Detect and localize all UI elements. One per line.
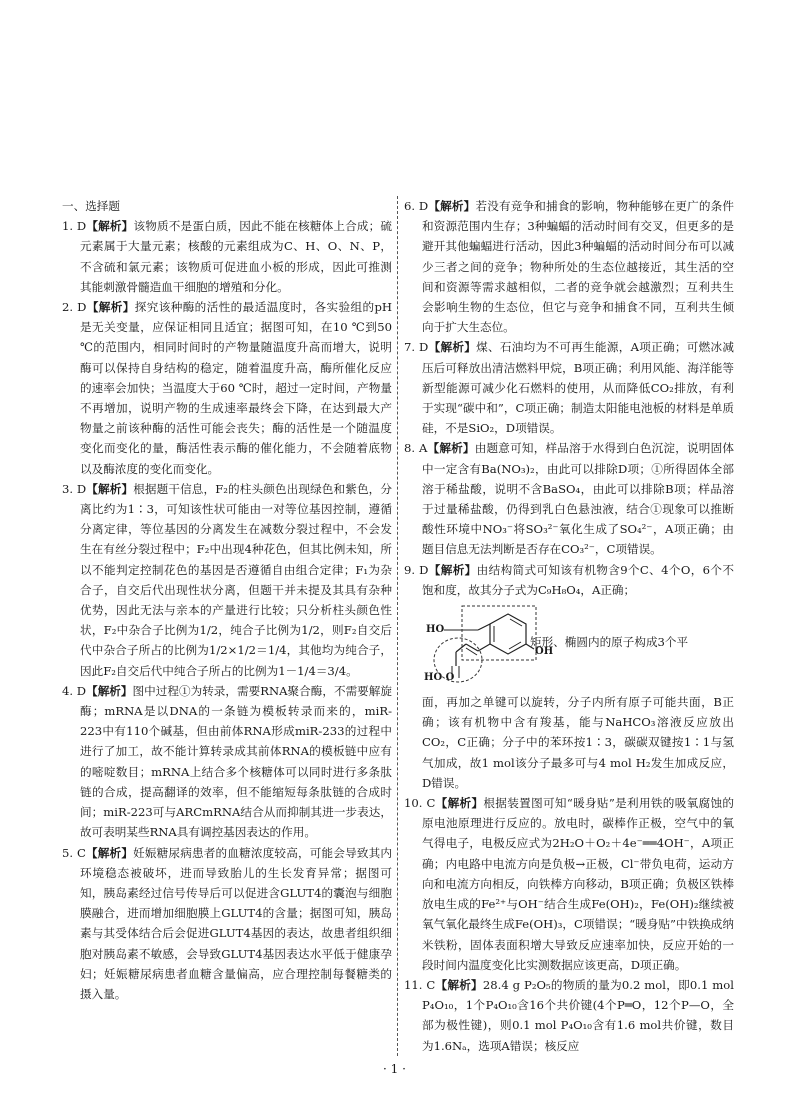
answer-item — [404, 560, 734, 600]
item-text: 煤、石油均为不可再生能源，A项正确；可燃冰减压后可释放出清洁燃料甲烷，B项正确；利用风能、海洋能等新型能源可减少化石燃料的使用，从而降低CO₂排放，有利于实现“碳中和”，C项正确；制造太阳能电池板的材料是单质硅，不是SiO₂，D项错误。 — [422, 340, 735, 436]
item-answer: D — [419, 340, 429, 355]
figure-label-hoo: HO O — [424, 672, 455, 684]
section-title: 一、选择题 — [62, 199, 120, 213]
item-number: 2. — [62, 300, 74, 315]
item-number: 7. — [404, 340, 416, 355]
analysis-tag: 【解析】 — [435, 796, 484, 811]
item-text: 28.4 g P₂O₅的物质的量为0.2 mol，即0.1 mol P₄O₁₀，1个P₄O₁₀含16个共价键(4个P═O，12个P—O，全部为极性键)，则0.1 mol P₄O₁₀含有1.6 mol共价键，数目为1.6Nₐ，选项A错误；核反应 — [422, 977, 734, 1053]
item-number: 3. — [62, 481, 74, 496]
answer-item — [404, 793, 734, 975]
analysis-tag: 【解析】 — [428, 199, 476, 213]
answer-item — [62, 681, 392, 843]
item-answer: D — [77, 300, 87, 315]
column-divider — [397, 196, 398, 1056]
item-number: 5. — [62, 845, 74, 860]
page-number: · 1 · — [383, 1062, 406, 1076]
analysis-tag: 【解析】 — [85, 845, 134, 860]
analysis-tag: 【解析】 — [86, 300, 135, 315]
item-answer: C — [426, 796, 436, 811]
item-9-continuation: 面，再加之单键可以旋转，分子内所有原子可能共面，B正确；该有机物中含有羧基，能与NaHCO₃溶液反应放出CO₂，C正确；分子中的苯环按1∶3，碳碳双键按1∶1与氢气加成，故1 mol该分子最多可与4 mol H₂发生加成反应，D错误。 — [422, 695, 734, 790]
analysis-tag: 【解析】 — [86, 683, 133, 698]
item-text: 该物质不是蛋白质，因此不能在核糖体上合成；硫元素属于大量元素；核酸的元素组成为C、H、O、N、P，不含硫和氯元素；该物质可促进血小板的形成，因此可推测其能刺激骨髓造血干细胞的增殖和分化。 — [80, 219, 392, 294]
item-text: 根据题干信息，F₂的柱头颜色出现绿色和紫色，分离比约为1∶3，可知该性状可能由一对等位基因控制，遵循分离定律，等位基因的分离发生在减数分裂过程中，不会发生在有丝分裂过程中；F₂中出现4种花色，但其比例未知，所以不能判定控制花色的基因是否遵循自由组合定律；F₁为杂合子，自交后代出现性状分离，但题干并未提及其具有杂种优势，因此无法与亲本的产量进行比较；只分析柱头颜色性状，F₂中杂合子比例为1/2，纯合子比例为1/2，则F₂自交后代中杂合子所占的比例为1/2×1/2＝1/4，其他均为纯合子，因此F₂自交后代中纯合子所占的比例为1－1/4＝3/4。 — [80, 481, 392, 678]
item-answer: D — [418, 199, 429, 213]
answer-item — [404, 337, 734, 438]
answer-item — [62, 479, 392, 681]
item-answer: C — [426, 977, 436, 992]
left-column — [62, 196, 392, 1004]
item-number: 6. — [404, 199, 416, 213]
answer-item — [62, 843, 392, 1005]
item-text: 图中过程①为转录，需要RNA聚合酶，不需要解旋酶；mRNA是以DNA的一条链为模板转录而来的，miR-223中有110个碱基，但由前体RNA形成miR-233的过程中进行了加工，故不能计算转录成其前体RNA的模板链中应有的嘧啶数目；mRNA上结合多个核糖体可以同时进行多条肽链的合成，提高翻译的效率，但不能缩短每条肽链的合成时间；miR-223可与ARCmRNA结合从而抑制其进一步表达，故可表明某些RNA具有调控基因表达的作用。 — [80, 683, 392, 840]
right-item-list-b — [404, 793, 734, 1056]
left-item-list — [62, 216, 392, 1004]
right-item-list-a — [404, 196, 734, 600]
item-text: 由结构简式可知该有机物含9个C、4个O，6个不饱和度，故其分子式为C₉H₈O₄，A正确； — [422, 562, 734, 597]
answer-item — [404, 438, 734, 559]
item-answer: D — [76, 219, 87, 234]
analysis-tag: 【解析】 — [428, 562, 477, 577]
item-answer: D — [76, 481, 87, 496]
item-text: 妊娠糖尿病患者的血糖浓度较高，可能会导致其内环境稳态被破坏，进而导致胎儿的生长发育异常；据图可知，胰岛素经过信号传导后可以促进含GLUT4的囊泡与细胞膜融合，进而增加细胞膜上GLUT4的含量；据图可知，胰岛素与其受体结合后会促进GLUT4基因的表达，故患者组织细胞对胰岛素不敏感，会导致GLUT4基因表达水平低于健康孕妇；妊娠糖尿病患者血糖含量偏高，应合理控制每餐糖类的摄入量。 — [80, 845, 392, 1001]
analysis-tag: 【解析】 — [86, 219, 134, 234]
analysis-tag: 【解析】 — [428, 340, 477, 355]
analysis-tag: 【解析】 — [435, 977, 483, 992]
item-number: 11. — [404, 977, 423, 992]
figure-caption: 矩形、椭圆内的原子构成3个平 — [530, 635, 689, 650]
answer-item — [62, 216, 392, 297]
item-text: 探究该种酶的活性的最适温度时，各实验组的pH是无关变量，应保证相同且适宜；据图可知，在10 ℃到50 ℃的范围内，相同时间时的产物量随温度升高而增大，说明酶可以保持自身结构的稳定，随着温度升高，酶所催化反应的速率会加快；当温度大于60 ℃时，超过一定时间，产物量不再增加，说明产物的生成速率最终会下降，在达到最大产物量之前该种酶的活性可能会丧失；酶的活性是一个随温度变化而变化的量，酶活性表示酶的催化能力，不会随着底物以及酶浓度的变化而变化。 — [80, 300, 392, 476]
figure-label-oh: OH — [535, 646, 554, 658]
item-number: 9. — [404, 562, 416, 577]
item-number: 4. — [62, 683, 74, 698]
item-number: 8. — [404, 441, 416, 456]
item-text: 根据装置图可知“暖身贴”是利用铁的吸氧腐蚀的原电池原理进行反应的。放电时，碳棒作正极，空气中的氧气得电子，电极反应式为2H₂O＋O₂＋4e⁻══4OH⁻，A项正确；内电路中电流方向是负极→正极，Cl⁻带负电荷，运动方向和电流方向相反，向铁棒方向移动，B项正确；负极区铁棒放电生成的Fe²⁺与OH⁻结合生成Fe(OH)₂，Fe(OH)₂继续被氧气氧化最终生成Fe(OH)₃，C项错误；“暖身贴”中铁换成纳米铁粉，固体表面积增大导致反应速率加快，反应开始的一段时间内温度变化比实测数据应该更高，D项正确。 — [422, 796, 734, 972]
item-number: 10. — [404, 796, 423, 811]
item-answer: D — [419, 562, 429, 577]
analysis-tag: 【解析】 — [427, 441, 475, 456]
item-text: 若没有竞争和捕食的影响，物种能够在更广的条件和资源范围内生存；3种蝙蝠的活动时间有交叉，但更多的是避开其他蝙蝠进行活动，因此3种蝙蝠的活动时间分布可以减少三者之间的竞争；物种所处的生态位越接近，其生活的空间和资源等需求越相似，二者的竞争就会越激烈；互利共生会影响生物的生态位，但它与竞争和捕食不同，互利共生倾向于扩大生态位。 — [422, 199, 734, 335]
figure-label-ho: HO — [426, 624, 445, 636]
item-answer: A — [418, 441, 428, 456]
answer-item — [62, 297, 392, 479]
item-answer: D — [76, 683, 87, 698]
item-answer: C — [76, 845, 86, 860]
right-column — [404, 196, 734, 1056]
answer-item — [404, 196, 734, 337]
item-number: 1. — [62, 219, 74, 234]
item-text: 由题意可知，样品溶于水得到白色沉淀，说明固体中一定含有Ba(NO₃)₂，由此可以排除D项；①所得固体全部溶于稀盐酸，说明不含BaSO₄，由此可以排除B项；样品溶于过量稀盐酸，仍得到乳白色悬浊液，结合①现象可以推断酸性环境中NO₃⁻将SO₃²⁻氧化生成了SO₄²⁻，A项正确；由题目信息无法判断是否存在CO₃²⁻，C项错误。 — [422, 441, 734, 557]
answer-item — [404, 975, 734, 1056]
analysis-tag: 【解析】 — [86, 481, 134, 496]
structure-figure — [422, 602, 734, 690]
